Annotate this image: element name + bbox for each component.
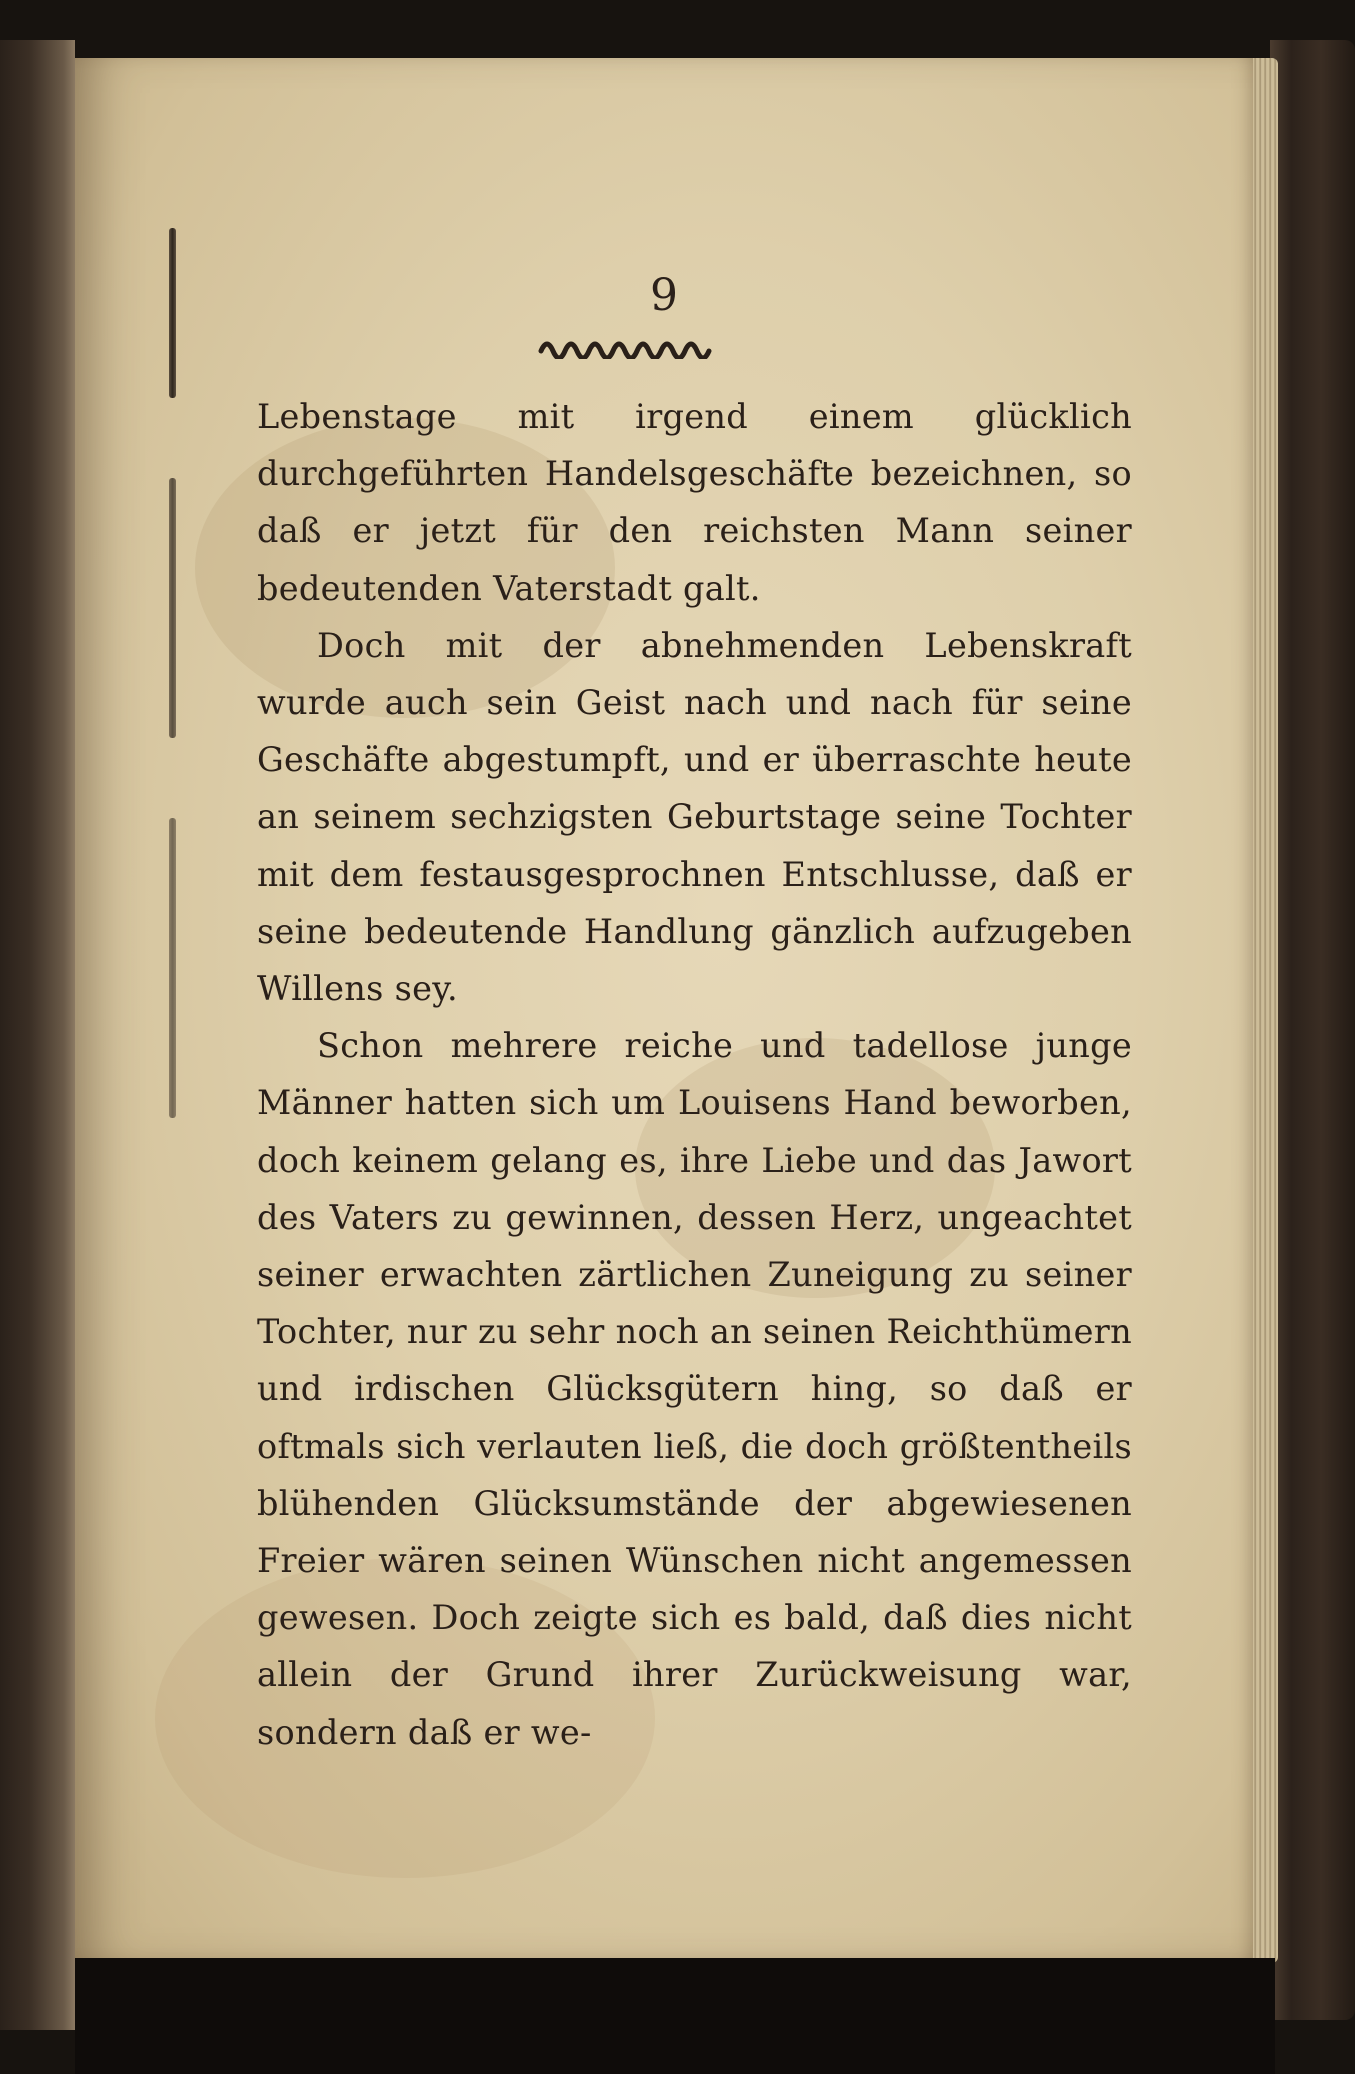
scan-background (75, 1958, 1275, 2074)
paragraph-2: Doch mit der abnehmenden Lebenskraft wurde auch sein Geist nach und nach für seine Geschäfte abgestumpft, und er überraschte heute an seinem sechzigsten Geburtstage seine Tochter mit dem festausgesprochnen Entschlusse, daß er seine bedeutende Handlung gänzlich aufzugeben Willens sey. (257, 625, 1132, 1009)
right-cover-board (1270, 40, 1355, 2020)
page-number: 9 (650, 270, 678, 321)
body-text (257, 388, 1132, 1761)
paragraph-3: Schon mehrere reiche und tadellose junge Männer hatten sich um Louisens Hand beworben, doch keinem gelang es, ihre Liebe und das Jawort des Vaters zu gewinnen, dessen Herz, ungeachtet seiner erwachten zärtlichen Zuneigung zu seiner Tochter, nur zu sehr noch an seinen Reichthümern und irdischen Glücksgütern hing, so daß er oftmals sich verlauten ließ, die doch größtentheils blühenden Glücksumstände der abgewiesenen Freier wären seinen Wünschen nicht angemessen gewesen. Doch zeigte sich es bald, daß dies nicht allein der Grund ihrer Zurückweisung war, sondern daß er we- (257, 1026, 1132, 1752)
book-page (75, 58, 1253, 1958)
left-cover-board (0, 40, 75, 2030)
binding-thread (169, 478, 176, 738)
binding-thread (169, 818, 176, 1118)
wavy-ornament-icon (537, 333, 717, 359)
paragraph-1: Lebenstage mit irgend einem glücklich durchgeführten Handelsgeschäfte bezeichnen, so daß er jetzt für den reichsten Mann seiner bedeutenden Vaterstadt galt. (257, 397, 1132, 608)
